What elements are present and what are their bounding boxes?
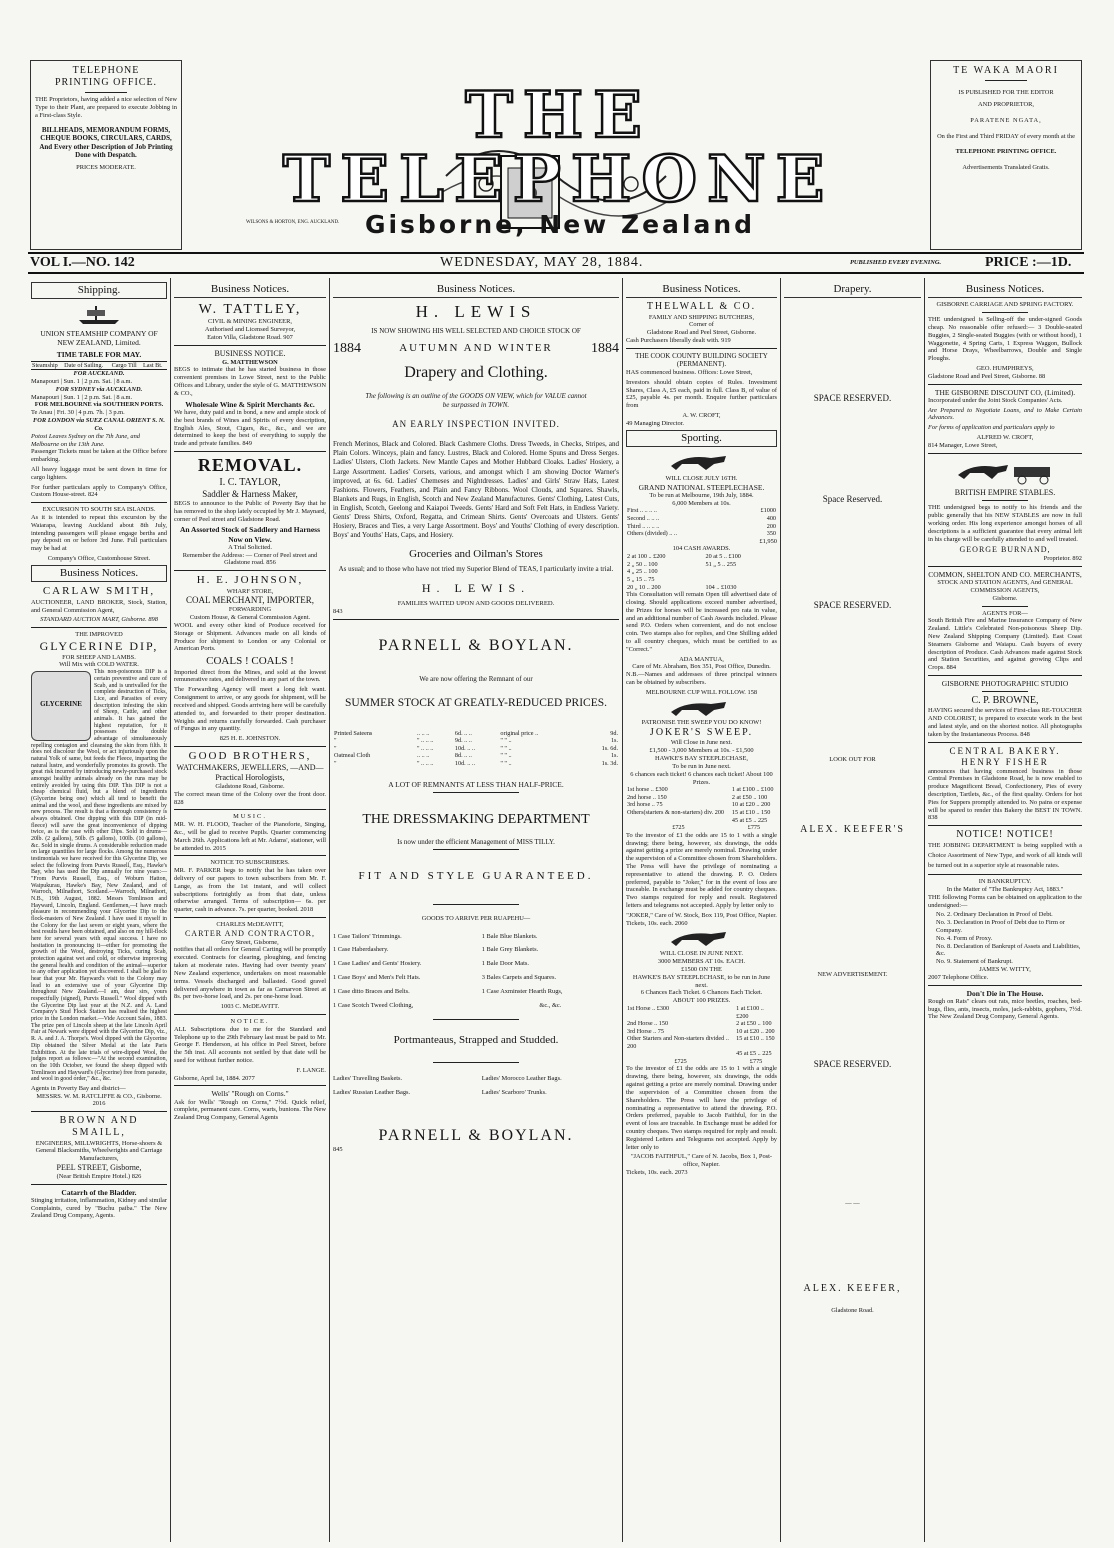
gladstone-road: Gladstone Road. (831, 1307, 874, 1315)
waka-line-3: PARATENE NGATA, (970, 116, 1042, 124)
families-line: FAMILIES WAITED UPON AND GOODS DELIVERED. (397, 599, 555, 607)
cook-text: HAS commenced business. Offices: Lowe Street, (626, 368, 753, 376)
masthead-art (196, 56, 921, 236)
sporting-heading: Sporting. (626, 430, 777, 447)
space-reserved-2: Space Reserved. (822, 494, 883, 505)
excursion-title: EXCURSION TO SOUTH SEA ISLANDS. (42, 506, 156, 514)
tattley-name: W. TATTLEY, (198, 302, 302, 318)
agents-for: AGENTS FOR— (982, 609, 1028, 617)
shipping-note-2: All heavy luggage must be sent down in time for cargo lighters. (31, 465, 167, 481)
johnson-name: H. E. JOHNSON, (196, 574, 304, 587)
taylor-stock: An Assorted Stock of Saddlery and Harness Now on View. (179, 525, 321, 544)
nb-note: N.B.—Names and addresses of three principal winners can be obtained by subscribers. (626, 671, 777, 687)
column-4 (623, 280, 780, 1542)
prize-row: Others (divided) .. .. 350 (627, 530, 776, 538)
timetable-title: TIME TABLE FOR MAY. (56, 349, 142, 359)
coals-title: COALS ! COALS ! (206, 655, 294, 668)
dateline: WEDNESDAY, MAY 28, 1884. (440, 255, 644, 270)
price-row: " " .. .. .. 10d. .. .. " " .. 1s. 6d. (334, 744, 618, 752)
carlaw-text: AUCTIONEER, LAND BROKER, Stock, Station, and General Commission Agent, (31, 598, 167, 614)
brown-smaill: BROWN AND SMAILL, (59, 1115, 139, 1139)
coals-text: Imported direct from the Mines, and sold at the lowest remunerative rates, and delivered in any part of the town. (174, 668, 326, 684)
notice-signature: F. LANGE. (296, 1066, 326, 1074)
ada-mantua: ADA MANTUA, (679, 655, 724, 663)
masthead-location: Gisborne, New Zealand (364, 210, 756, 239)
route-auckland: FOR AUCKLAND. (73, 370, 125, 378)
remnants-lot: A LOT OF REMNANTS AT LESS THAN HALF-PRICE. (388, 779, 564, 789)
bankruptcy-form: No. 8. Declaration of Bankrupt of Assets and Liabilities, &c. (936, 942, 1081, 958)
mcdeavitt-trade: CARTER AND CONTRACTOR, (184, 928, 316, 938)
remnant-text: We are now offering the Remnant of our (419, 675, 533, 684)
business-notices-heading: Business Notices. (626, 282, 777, 298)
hawkes-bay: HAWKE'S BAY STEEPLECHASE, (654, 755, 748, 763)
jacob-address: "JACOB FAITHFUL," Care of N. Jacobs, Box 1, Post-office, Napier. (630, 1153, 773, 1169)
central-bakery: CENTRAL BAKERY. (949, 745, 1061, 756)
business-notices-heading: Business Notices. (928, 282, 1082, 298)
steamship-icon (31, 302, 167, 326)
printing-text: THE Proprietors, having added a nice selection of New Type to their Plant, are prepared to execute Jobbing in a First-class Style. (35, 96, 177, 119)
season-title: AUTUMN AND WINTER (399, 341, 553, 354)
thelwall-address: Gladstone Road and Peel Street, Gisborne. (646, 329, 757, 337)
johnson-custom: Custom House, & General Commission Agent. (189, 614, 311, 622)
waka-title: TE WAKA MAORI (953, 65, 1059, 76)
route-auckland-row: Manapouri | Sun. 1 | 2 p.m. Sat. | 8 a.m. (31, 378, 133, 386)
year-right: 1884 (590, 340, 619, 356)
prize-row: Second .. .. .. 400 (627, 514, 776, 522)
hawkes-prizes: 1st horse .. £300 1 at £100 .. £100 2nd horse .. 150 2 at £50 .. 100 3rd horse .. 75 10 at £20 .. 200 Others(starters & non-starters) div. 200 15 at £10 .. 150 45 at £5 .. 225 £725 £775 (627, 786, 774, 832)
bankruptcy-office: 2007 Telephone Office. (928, 973, 989, 981)
fisher-text: announces that having commenced business in those Central Premises in Gladstone Road, he is now enabled to produce Magnificent Bread, Confectionery, Pies of every description, Tartlets, &c., of the first quality. Orders for hot Pies for Suppers promptly attended to. No pains or expense will be spared to render this Bakery the BEST IN TOWN. 838 (928, 767, 1082, 822)
space-reserved-4: SPACE RESERVED. (813, 1059, 892, 1070)
dont-die-text: Rough on Rats" clears out rats, mice beetles, roaches, bed-bugs, flies, ants, insects, moles, jack-rabbits, gophers, 7½d. The New Zealand Drug Company, General Agents. (928, 997, 1082, 1021)
volume-number: VOL I.—NO. 142 (30, 255, 135, 270)
racehorse-icon (626, 927, 776, 947)
carlaw-smith: CARLAW SMITH, (42, 585, 156, 598)
grand-national-run: To be run at Melbourne, 19th July, 1884. (649, 491, 754, 499)
cook-text-2: Investors should obtain copies of Rules. Investment Shares, Class A, £5 each, paid in full. Class B, of value of £25, payable 4s. per month. Enquire further particulars from (626, 378, 777, 410)
drapery-heading: Drapery. (784, 282, 921, 298)
notice-title: NOTICE. (230, 1017, 270, 1025)
carriage-signature: GEO. HUMPHREYS, (976, 365, 1034, 373)
new-advertisement: NEW ADVERTISEMENT. (817, 971, 888, 979)
timetable-header (31, 361, 167, 371)
thelwall-name: THELWALL & CO. (646, 301, 757, 313)
wells-title: Wells' "Rough on Corns." (211, 1089, 289, 1099)
bags-lists (333, 1075, 619, 1097)
photo-studio: GISBORNE PHOTOGRAPHIC STUDIO (941, 679, 1069, 688)
close-july: WILL CLOSE JULY 16TH. (665, 474, 738, 482)
jacob-tickets: Tickets, 10s. each. 2073 (626, 1169, 688, 1177)
column-3 (330, 280, 622, 1542)
season-line (333, 340, 619, 357)
waka-line-4: On the First and Third FRIDAY of every month at the (937, 132, 1075, 140)
printing-footer: PRICES MODERATE. (76, 163, 136, 171)
keefer-2: ALEX. KEEFER, (803, 1282, 902, 1294)
subscribers-title: NOTICE TO SUBSCRIBERS. (210, 859, 290, 867)
column-5 (781, 280, 924, 1542)
goods-list-left: 1 Case Tailors' Trimmings. 1 Case Haberdashery. 1 Case Ladies' and Gents' Hosiery. 1 Case Boys' and Men's Felt Hats. 1 Case ditto Braces and Belts. 1 Case Scotch Tweed Clothing, (333, 932, 422, 1009)
taylor-trade: Saddler & Harness Maker, (202, 489, 298, 500)
invest-text-2: To the investor of £1 the odds are 15 to 1 with a single drawing, there being, however, six drawings, the odds against getting a prize are merely nominal. Drawing under the supervision of a Committee chosen from the Shareholders. The Press will have the privilege of nominating a representative to attend the drawing. P.O. Orders preferred, payable to Jacob Faithful, for in the event of loss are traceable. In Exchange must be added for country cheques. Two stamps required for reply and result. Registered Letters and Telegrams not accepted. Apply by letter only to (626, 1065, 777, 1151)
shipping-note-3: For further particulars apply to Company's Office, Custom House-street. 824 (31, 483, 167, 499)
johnson-coal: COAL MERCHANT, IMPORTER, (186, 595, 314, 606)
consultation-text: This Consultation will remain Open till advertised date of closing. Should applications exceed number advertised, the Prizes for horses will be increased pro rata in value, and an additional number of Cash Awards included. Please send P.O. Orders when convenient, and do not enclose coin. Two stamps also for replies, and One Shilling added to all country cheques, which must be certified to as "Correct." (626, 591, 777, 653)
grand-national: GRAND NATIONAL STEEPLECHASE. (638, 482, 765, 492)
racehorse-icon (626, 450, 776, 472)
common-agents: STOCK AND STATION AGENTS, And GENERAL COMMISSION AGENTS, (937, 579, 1073, 594)
price-row: " " .. .. .. 10d. .. .. " " .. 1s. 3d. (334, 760, 618, 768)
dateline-rule-bottom (28, 272, 1084, 274)
taylor-trial: A Trial Solicited. (228, 543, 272, 551)
glycerine-pre: THE IMPROVED (75, 631, 123, 639)
mcdeavitt-text: notifies that all orders for General Carting will be promptly executed. Contracts for clearing, ploughing, and fencing taken at moderate rates. Having had over twenty years' New Zealand experience, undertakes on most reasonable terms. Vessels discharged and ballasted. Good gravel delivered anywhere in town as far as Carnarvon Street at 8s. per two-horse load, and 2s. per one-horse load. (174, 946, 326, 1001)
discount-forms: For forms of application and particulars apply to (928, 424, 1055, 432)
mcdeavitt-signature: 1003 C. McDEAVITT. (220, 1003, 280, 1011)
stables-proprietor: Proprietor. 892 (1043, 555, 1082, 563)
notice-date: Gisborne, April 1st, 1884. 2077 (174, 1074, 255, 1082)
route-melbourne-row: Te Anau | Fri. 30 | 4 p.m. 7h. | 3 p.m. (31, 409, 125, 417)
th-last: Last Bt. (142, 361, 163, 369)
discount-croft: ALFRED W. CROFT, (976, 434, 1034, 442)
dash: — — (845, 1200, 860, 1208)
stables-text: THE undersigned begs to notify to his friends and the public generally that his NEW STABLES are now in full working order. His long experience amongst horses of all descriptions is a sufficient guarantee that every animal left in his charge will be carefully attended to and well treated. (928, 504, 1082, 543)
cash-awards: 104 CASH AWARDS. (672, 545, 731, 553)
th-cargo: Cargo Till (111, 361, 137, 369)
glycerine-water: Will Mix with COLD WATER. (59, 661, 139, 669)
bags-right: Ladies' Morocco Leather Bags. Ladies' Scarboro' Trunks. (481, 1074, 562, 1096)
glycerine-agents: Agents in Poverty Bay and district— (31, 1084, 126, 1092)
brown-note: (Near British Empire Hotel.) 826 (56, 1172, 142, 1180)
cash-awards-table: 2 at 100 .. £200 20 at 5 .. £100 2 „ 50 .. 100 51 „ 5 .. 255 4 „ 25 .. 100 5 „ 15 .. 75 20 „ 10 .. 200 104 .. £1030 (627, 553, 741, 591)
prize-row: First .. .. .. .. £1000 (627, 507, 776, 515)
browne-name: C. P. BROWNE, (971, 695, 1039, 707)
route-sydney-row: Manapouri | Sun. 1 | 2 p.m. Sat. | 8 a.m. (31, 393, 133, 401)
lewis-name: H. LEWIS (415, 302, 537, 322)
waka-line-5: TELEPHONE PRINTING OFFICE. (955, 148, 1057, 156)
grand-national-members: 6,000 Members at 10s. (672, 499, 731, 507)
mcdeavitt-street: Grey Street, Gisborne, (221, 938, 279, 946)
tattley-surveyor: Authorised and Licensed Surveyor, (204, 326, 296, 334)
tattley-address: Eaton Villa, Gladstone Road. 907 (207, 334, 293, 342)
excursion-text: As it is intended to repeat this excursion by the Waiarapa, leaving Auckland about 8th July, intending passengers will please engage berths and pay deposit on or before 3rd June. Full particulars may be had at (31, 514, 167, 553)
column-1 (28, 280, 170, 1542)
notice-notice: NOTICE! NOTICE! (956, 829, 1054, 841)
thelwall-corner: Corner of (689, 321, 714, 329)
bankruptcy-form: No. 3. Declaration in Proof of Debt due to Firm or Company. (936, 919, 1065, 935)
hawkes-bay-run: To be run in June next. (672, 762, 731, 770)
shipping-heading: Shipping. (31, 282, 167, 299)
taylor-text: BEGS to announce to the Public of Poverty Bay that he has removed to the shop lately occupied by Mr J. Maynard, corner of Peel street and Gladstone Road. (174, 500, 326, 523)
thelwall-trade: FAMILY AND SHIPPING BUTCHERS, (648, 313, 755, 321)
lewis-showing: IS NOW SHOWING HIS WELL SELECTED AND CHOICE STOCK OF (371, 327, 581, 336)
browne-text: HAVING secured the services of First-class RE-TOUCHER AND COLORIST, is prepared to execute work in the best and latest style, and on the shortest notice. All photographs taken by the Instantaneous Process. 848 (928, 707, 1082, 738)
joker-address: "JOKER," Care of W. Stock, Box 119, Post Office, Napier. (626, 911, 777, 919)
mcdeavitt-name: CHARLES McDEAVITT, (216, 921, 284, 929)
right-box (930, 60, 1082, 250)
groceries-title: Groceries and Oilman's Stores (409, 548, 543, 561)
glycerine-drum-label: GLYCERINE (40, 700, 82, 709)
business-notices-heading: Business Notices. (31, 565, 167, 582)
stables-title: BRITISH EMPIRE STABLES. (954, 487, 1056, 497)
left-box (30, 60, 182, 250)
hawkes-prizes-2: 1st Horse .. £300 1 at £100 .. £200 2nd Horse .. 150 2 at £50 .. 100 3rd Horse .. 75 10 at £20 .. 200 Other Starters and Non-starters divided .. 200 15 at £10 .. 150 45 at £5 .. 225 £725 £775 (627, 1004, 775, 1065)
notice-text: ALL Subscriptions due to me for the Standard and Telephone up to the 29th February last must be paid to Mr. George F. Henderson, at his office in Peel Street, before the 5th inst. All accounts not settled by that date will be sued for without further notice. (174, 1025, 326, 1065)
grand-national-total: £1,950 (759, 537, 777, 545)
about-prizes: ABOUT 100 PRIZES. (672, 997, 731, 1005)
wells-text: Ask for Wells' "Rough on Corns," 7½d. Quick relief, complete, permanent cure. Corns, warts, bunions. The New Zealand Drug Company, General Agents (174, 1098, 326, 1122)
early-inspection: AN EARLY INSPECTION INVITED. (392, 419, 560, 430)
good-trade: WATCHMAKERS, JEWELLERS, —AND— Practical Horologists, (176, 763, 324, 783)
forwarding-text: The Forwarding Agency will meet a long felt want. Consignment to arrive, or any goods for shipment, will be received and shipped. Goods arriving here will be carefully attended to, and forwarded to their proper destination. Weights and returns carefully forwarded. Cash purchaser of Fungus in any quantity. (174, 686, 326, 733)
goods-arrive-title: GOODS TO ARRIVE PER RUAPEHU— (421, 914, 531, 922)
union-company: UNION STEAMSHIP COMPANY OF NEW ZEALAND, Limited. (40, 329, 158, 348)
bankruptcy-text: THE following Forms can be obtained on application to the undersigned:— (928, 893, 1082, 909)
cook-society: THE COOK COUNTY BUILDING SOCIETY (PERMANENT). (635, 351, 768, 369)
carriage-factory: GISBORNE CARRIAGE AND SPRING FACTORY. (936, 301, 1074, 309)
dressmaking-text: Is now under the efficient Management of MISS TILLY. (397, 837, 555, 846)
on-the: £1500 ON THE (681, 965, 722, 973)
glycerine-title: GLYCERINE DIP, (39, 638, 159, 653)
column-2 (171, 280, 329, 1542)
waka-line-1: IS PUBLISHED FOR THE EDITOR (958, 89, 1054, 97)
price: PRICE :—1D. (985, 255, 1072, 270)
johnson-forwarding: FORWARDING (228, 606, 272, 614)
route-melbourne: FOR MELBOURNE via SOUTHERN PORTS. (34, 401, 164, 409)
removal-title: REMOVAL. (197, 454, 303, 475)
good-address: Gladstone Road, Gisborne. (215, 782, 285, 790)
parnell-boylan: PARNELL & BOYLAN. (378, 636, 574, 654)
parnell-boylan-2: PARNELL & BOYLAN. (378, 1127, 574, 1145)
dont-die-title: Don't Die in The House. (966, 988, 1044, 998)
printing-title: TELEPHONE (72, 65, 140, 76)
price-row: " " .. .. .. 9d. .. .. " " .. 1s. (334, 737, 618, 745)
goods-arrive-lists (333, 933, 619, 1010)
taylor-address: Remember the Address: — Corner of Peel street and Gladstone road. 856 (182, 551, 318, 567)
bankruptcy-matter: In the Matter of "The Bankruptcy Act, 1883." (946, 885, 1064, 893)
discount-co: THE GISBORNE DISCOUNT CO, (Limited). (934, 387, 1076, 397)
route-london-row: Potosi Leaves Sydney on the 7th June, and Melbourne on the 13th June. (31, 432, 140, 448)
bankruptcy-form: No. 2. Ordinary Declaration in Proof of Debt. (936, 911, 1053, 919)
price-table (333, 730, 619, 768)
lewis-signature: H. LEWIS. (421, 581, 531, 596)
tattley-title: CIVIL & MINING ENGINEER, (208, 318, 292, 326)
horse-drawn-carriage-icon (928, 457, 1084, 485)
year-left: 1884 (333, 340, 361, 356)
bags-left: Ladies' Travelling Baskets. Ladies' Russian Leather Bags. (333, 1074, 411, 1096)
johnson-signature: 825 H. E. JOHNSTON. (219, 735, 281, 743)
close-june: WILL CLOSE IN JUNE NEXT. (660, 950, 743, 958)
agents-text: South British Fire and Marine Insurance Company of New Zealand. Little's Celebrated Non-poisonous Sheep Dip. New Zealand Shipping Company (Limited). East Coast Steamers Gisborne and Waiapu. Cash buyers of every description of Produce. Cash Advances made against Stock and Station Securities, and against growing Clips and Crops. 884 (928, 617, 1082, 672)
dressmaking-title: THE DRESSMAKING DEPARTMENT (362, 811, 590, 827)
ad-number-2: 845 (333, 1146, 343, 1153)
matthewson-wholesale: Wholesale Wine & Spirit Merchants &c. (185, 399, 315, 409)
jokers-close: Will Close in June next. (670, 739, 733, 747)
johnson-store: WHARF STORE, (226, 587, 274, 595)
keefer-1: ALEX. KEEFER'S (800, 824, 905, 836)
bankruptcy-title: IN BANKRUPTCY. (978, 878, 1032, 886)
thelwall-note: Cash Purchasers liberally dealt with. 919 (626, 337, 731, 345)
bankruptcy-form: No. 9. Statement of Bankrupt. (936, 958, 1013, 966)
printing-subtitle: PRINTING OFFICE. (54, 77, 158, 89)
business-notice-title: BUSINESS NOTICE. (214, 348, 286, 358)
glycerine-agents-name: MESSRS. W. M. RATCLIFFE & CO., Gisborne. 2016 (36, 1092, 162, 1108)
grand-national-prizes (626, 507, 777, 537)
business-notices-heading: Business Notices. (174, 282, 326, 298)
racehorse-icon (626, 697, 776, 717)
members-3000: 3000 MEMBERS AT 10s. EACH. (657, 958, 746, 966)
bankruptcy-witty: JAMES W. WITTY, (979, 966, 1031, 974)
goods-outline: The following is an outline of the GOODS ON VIEW, which for VALUE cannot be surpassed in TOWN. (365, 392, 587, 409)
glycerine-sub: FOR SHEEP AND LAMBS. (62, 653, 136, 661)
brown-street: PEEL STREET, Gisborne, (56, 1163, 142, 1173)
published-note: PUBLISHED EVERY EVENING. (850, 259, 942, 266)
masthead-title: THE TELEPHONE (282, 78, 835, 217)
engraver-credit: WILSONS & HORTON, ENG. AUCKLAND. (246, 220, 340, 225)
good-text: The correct mean time of the Colony over the front door. 828 (174, 790, 326, 806)
shipping-note-1: Passenger Tickets must be taken at the Office before embarking. (31, 448, 167, 464)
carriage-address: Gladstone Road and Peel Street, Gisborne. 88 (928, 372, 1046, 380)
johnson-text: WOOL and every other kind of Produce received for Storage or Shipment. Advances made on all kinds of Produce for shipment to London or any Colonial or American Ports. (174, 622, 326, 653)
cook-signature: A. W. CROFT, (682, 411, 721, 419)
carriage-text: THE undersigned is Selling-off the under-signed Goods cheap. No reasonable offer refused:— 3 Double-seated Buggies, 2 Single-seated Buggies (with or without hood), 1 Waggonette, 4 Spring Carts, 1 Express Waggon, Bullock and Horse Drays, Wheelbarrows, Double and Single Ploughs. (928, 316, 1082, 363)
common-shelton: COMMON, SHELTON AND CO. MERCHANTS, (928, 569, 1082, 579)
price-row: Printed Sateens .. .. .. 6d. .. .. original price .. 9d. (334, 729, 618, 737)
carlaw-mart: STANDARD AUCTION MART, Gisborne. 898 (40, 616, 158, 624)
catarrh-title: Catarrh of the Bladder. (61, 1187, 137, 1197)
matthewson-name: G. MATTHEWSON (222, 358, 278, 366)
stables-burnand: GEORGE BURNAND, (959, 545, 1051, 555)
henry-fisher: HENRY FISHER (961, 756, 1049, 767)
goods-list: French Merinos, Black and Colored. Black Cashmere Cloths. Dress Tweeds, in Checks, Stripes, and Plain Colors. Winceys, plain and fancy. Lustres, Black and Colored. Home Spuns and Dress Serges. Ladies' Ulsters, Cloth Jackets. New Mantle Capes and Mother Hubbard Cloaks. Ladies' Hosiery, a Large Assortment. Ladies' Corsets, various, and amongst which I am showing Doctor Warner's improved, at 6s. 6d. Ladies' Chemeses and Nightdresses. Ladies' and Girls' Straw Hats, Latest Fashions. Flowers, Feathers, and Plain and Fancy Ribbons. Wool Clouds, and Squares. Shawls, Blankets and Rugs, in English, Scotch and New Zealand Manufactures. Gents' Clothing, Latest Cuts, in English, Scotch, Geelong and Kaiapoi Tweeds. Gents' Hard and Soft Felt Hats, in Endless Variety. Gents' Dress Shirts, Oxford, Regatta, and Crimean Shirts. Gents' Overcoats and Ulsters. Gents' Hosiery, Braces and Ties, a very Large Assortment. Boys' and Youths' Clothing of every description. Boys' and Youths' Hats, Caps, and Hosiery. (333, 440, 619, 540)
music-title: MUSIC. (233, 813, 267, 821)
good-brothers: GOOD BROTHERS, (188, 749, 312, 762)
summer-stock: SUMMER STOCK AT GREATLY-REDUCED PRICES. (344, 696, 607, 709)
discount-inc: Incorporated under the Joint Stock Companies' Acts. (928, 396, 1063, 404)
invest-text: To the investor of £1 the odds are 15 to 1 with a single drawing; there being, however, six drawings, the odds against getting a prize are merely nominal. Drawing under the supervision of a Committee chosen from Shareholders. The Press will have the privilege of nominating a representative to attend the drawing. P. O. Orders preferred, payable to "Joker," for in the event of loss are traceable. In exchange must be added for country cheques. Two stamps required for reply and result. Registered letters and telegrams not accepted. Apply by letter only to (626, 831, 777, 910)
ada-address: Care of Mr. Abraham, Box 351, Post Office, Dunedin. (632, 663, 771, 671)
excursion-sig: Company's Office, Customhouse Street. (47, 555, 151, 563)
waka-line-6: Advertisements Translated Gratis. (962, 164, 1050, 172)
glycerine-text: This non-poisonous DIP is a certain preventive and cure of Scab, and is unrivalled for the complete destruction of Ticks, Lice, and Parasites of every description infesting the skin of Sheep, Cattle, and other animals. It has gained the highest reputation, for it possesses the double advantage of simultaneously repelling contagion and cleansing the skin from filth. It does not discolour the Wool, or act injuriously upon the natural Yolk of same, but feeds the Fleece, imparting the natural lustre, and wonderfully promotes its growth. The great risk incurred by introducing newly-purchased stock amongst healthy animals already on the runs may be entirely avoided by using this DIP. This DIP is not a cheap chemical fluid, but a blend of ingredients (Glycerine being one) which all tend to benefit the animal and the wool, and these ingredients are mixed by new process. The result is that a thorough consistency is always obtained. One dipping with this DIP (in mid-fleece) will save the great inconvenience of dipping twice, as is the case with other Dips. Sold in drums—20lb. (2 gallons), 50lb. (5 gallons), 100lb. (10 gallons), &c. Sold in single drums. A considerable reduction made on large quantities for large flocks. Among the numerous testimonials we have received for this Glycerine Dip, we select the following from Purvis Russell, Esq., Hawke's Bay, who has used the Dip annually for nine years:— "From Purvis Russell, Esq., of Woburn Hatton, Waipukurau, Hawke's Bay, New Zealand, and of Warroch, Milnathort, Scotland.—Warroch, Milnathort, N.B., 19th August, 1882. Messrs Tomlinson and Hayward, Lincoln, England. Gentlemen,—I have much pleasure in recommending your Glycerine Dip to the flock-masters of New Zealand. I have used it myself in the Colony for the last seven or eight years, where the best results have been obtained, and also on my hill-flock here for several years with equal success. I have no hesitation in pronouncing it—either for promoting the growth of the Wool, destroying Ticks, curing Scab, protection against wet and cold, or otherwise improving the general health and condition of the animal—superior to any other application yet discovered. I shall be glad to hear that your Mr. Hayward's visit to the Colony may lead to an extensive use of your Glycerine Dip throughout New Zealand.—I am, dear sirs, yours respectfully (signed), Purvis Russell." Wool dipped with the Glycerine Dip last year at the N.Z. and A. Land Company's Stud Flock Station has realised the highest price in the London market.—Vide Account Sales, 1883. The prize pen of Lincoln sheep at the late Lincoln April Fair at Newark were dipped with the Glycerine Dip, viz., R. A. and J. A. Thorpe's. Wool dipped with the Glycerine Dip obtained the Silver Medal at the late Paris Exhibition. At the late trials of wire-dipped Wool, the judges report as follows:—"At the second examination, on the 10th October, we found the sheep dipped with Tomlinson and Hayward's (Glycerine) free from parasite, and wool in good order," &c., &c. (31, 669, 167, 1083)
business-notices-heading: Business Notices. (333, 282, 619, 298)
melbourne-cup: MELBOURNE CUP WILL FOLLOW. 158 (645, 688, 758, 696)
fit-style: FIT AND STYLE GUARANTEED. (358, 870, 594, 883)
th-steamship: Steamship (32, 361, 58, 369)
printing-items: BILLHEADS, MEMORANDUM FORMS, CHEQUE BOOKS, CIRCULARS, CARDS, And Every other Description of Job Printing Done with Despatch. (39, 125, 173, 160)
look-out: LOOK OUT FOR (829, 756, 876, 764)
catarrh-text: Stinging irritation, inflammation, Kidney and similar Complaints, cured by "Buchu paiba." The New Zealand Drug Company, Agents. (31, 1196, 167, 1220)
chances-2: 6 Chances Each Ticket. 6 Chances Each Ticket. (640, 989, 763, 997)
jobbing-text: THE JOBBING DEPARTMENT is being supplied with a Choice Assortment of New Type, and work of all kinds will be turned out in a superior style at reasonable rates. (928, 842, 1082, 870)
jokers-members: £1,500 - 3,000 Members at 10s. - £1,500 (649, 747, 754, 755)
jokers-sweep: JOKER'S SWEEP. (649, 727, 754, 739)
music-text: MR. W. H. FLOOD, Teacher of the Pianoforte, Singing, &c., will be glad to receive Pupils. Quarter commencing March 26th. Applications left at Mr. Adams', stationer, will be attended to. 2015 (174, 821, 326, 852)
route-london: FOR LONDON via SUEZ CANAL ORIENT S. N. Co. (32, 417, 166, 432)
matthewson-text-2: We have, duty paid and in bond, a new and ample stock of the best brands of Wines and Spirits of every description, English Ales, Stout, Cigars, &c., &c., and we are determined to keep the best of everything to supply the trade and private families. 849 (174, 408, 326, 448)
goods-list-right: 1 Bale Blue Blankets. 1 Bale Grey Blankets. 1 Bale Door Mats. 3 Bales Carpets and Squares. 1 Case Axminster Hearth Rugs, &c., &c. (481, 932, 563, 1009)
taylor-name: I. C. TAYLOR, (219, 476, 281, 488)
hawkes-bay-chances: 6 chances each ticket! 6 chances each ticket! About 100 Prizes. (630, 770, 773, 786)
space-reserved-1: SPACE RESERVED. (813, 393, 892, 404)
glycerine-drum-illustration (31, 671, 91, 741)
brown-text: ENGINEERS, MILLWRIGHTS, Horse-shoers & General Blacksmiths, Wheelwrights and Carriage Manufacturers, (35, 1139, 163, 1163)
portmanteaus: Portmanteaus, Strapped and Studded. (393, 1034, 559, 1047)
prize-row: Third .. .. .. .. 200 (627, 522, 776, 530)
hawkes-bay-2: HAWKE'S BAY STEEPLECHASE, to be run in June next. (632, 973, 771, 989)
ad-number: 843 (333, 607, 343, 615)
discount-manager: 814 Manager, Lowe Street, (928, 441, 998, 449)
column-6 (925, 280, 1085, 1542)
th-date: Date of Sailing. (64, 361, 104, 369)
discount-prepared: Are Prepared to Negotiate Loans, and to Make Certain Advances. (928, 406, 1082, 422)
subscribers-text: MR. F. PARKER begs to notify that he has taken over delivery of our papers to town subscribers from Mr. F. Lange, as from the 1st instant, and will collect subscriptions fortnightly as from that date, unless otherwise arranged. Terms of subscription— 6s. per quarter, cash in advance. 7s. per quarter, booked. 2018 (174, 867, 326, 914)
route-sydney: FOR SYDNEY via AUCKLAND. (55, 385, 143, 393)
patronise: PATRONISE THE SWEEP YOU DO KNOW! (641, 719, 762, 727)
common-gisborne: Gisborne. (992, 594, 1018, 602)
bankruptcy-form: No. 4. Form of Proxy. (936, 934, 993, 942)
space-reserved-3: SPACE RESERVED. (813, 600, 892, 611)
cook-director: 49 Managing Director. (626, 419, 685, 427)
joker-tickets: Tickets, 10s. each. 2060 (626, 919, 688, 927)
matthewson-text: BEGS to intimate that he has started business in those convenient premises in Lowe Street, next to the Public Offices and Library, under the style of G. MATTHEWSON & CO., (174, 366, 326, 397)
groceries-text: As usual; and to those who have not tried my Superior Blend of TEAS, I particularly invite a trial. (338, 564, 614, 573)
waka-line-2: AND PROPRIETOR, (978, 101, 1034, 108)
drapery-title: Drapery and Clothing. (404, 363, 548, 381)
price-row: Oatmeal Cloth .. .. .. 8d. .. .. " " .. 1s. (334, 752, 618, 760)
